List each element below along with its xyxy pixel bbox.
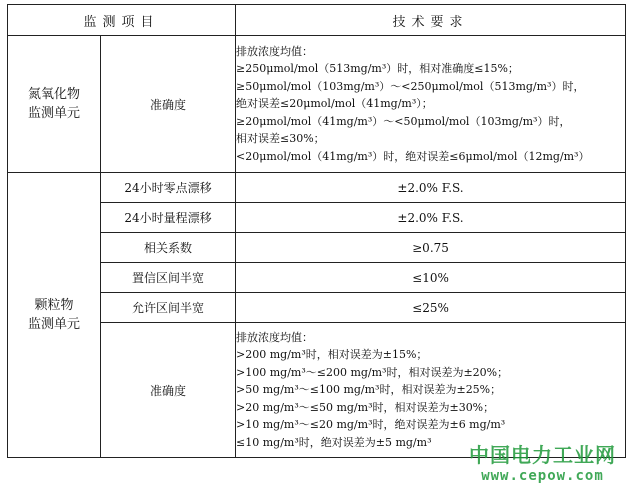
pm-value-zero-drift: ±2.0% F.S.: [236, 173, 626, 203]
pm-item-zero-drift: 24小时零点漂移: [101, 173, 236, 203]
pm-row-tolerance: [8, 293, 626, 323]
pm-item-confidence: 置信区间半宽: [101, 263, 236, 293]
pm-req-line: >10 mg/m³～≤20 mg/m³时，绝对误差为±6 mg/m³: [236, 418, 506, 432]
pm-accuracy-label: 准确度: [101, 323, 236, 458]
pm-category-line-2: 监测单元: [27, 317, 80, 332]
nox-req-line: 绝对误差≤20μmol/mol（41mg/m³）；: [236, 97, 433, 111]
pm-item-tolerance: 允许区间半宽: [101, 293, 236, 323]
nox-req-line: <20μmol/mol（41mg/m³）时，绝对误差≤6μmol/mol（12mg/m³）: [236, 149, 590, 163]
pm-row-zero-drift: [8, 173, 626, 203]
pm-value-span-drift: ±2.0% F.S.: [236, 203, 626, 233]
header-item: 监测项目: [8, 5, 236, 36]
pm-req-line: 排放浓度均值：: [236, 330, 314, 344]
header-row: [8, 5, 626, 36]
nox-req-line: ≥250μmol/mol（513mg/m³）时，相对准确度≤15%；: [236, 62, 519, 76]
pm-req-line: >20 mg/m³～≤50 mg/m³时，相对误差为±30%；: [236, 400, 495, 414]
nox-row: [8, 36, 626, 173]
pm-req-line: >200 mg/m³时，相对误差为±15%；: [236, 348, 428, 362]
watermark-url: www.cepow.com: [481, 468, 604, 484]
pm-row-accuracy: [8, 323, 626, 458]
spec-table: [7, 4, 626, 458]
nox-category-line-2: 监测单元: [27, 106, 80, 121]
nox-req-line: ≥50μmol/mol（103mg/m³）～<250μmol/mol（513mg/m³）时，: [236, 79, 585, 93]
pm-value-tolerance: ≤25%: [236, 293, 626, 323]
pm-req-line: >100 mg/m³～≤200 mg/m³时，相对误差为±20%；: [236, 365, 509, 379]
nox-req-line: 排放浓度均值：: [236, 44, 314, 58]
header-requirement: 技术要求: [236, 5, 626, 36]
pm-value-correlation: ≥0.75: [236, 233, 626, 263]
watermark-name: 中国电力工业网: [469, 443, 616, 467]
pm-item-correlation: 相关系数: [101, 233, 236, 263]
pm-category: [8, 173, 101, 458]
pm-req-line: >50 mg/m³～≤100 mg/m³时，相对误差为±25%；: [236, 383, 502, 397]
nox-accuracy-requirement: [236, 36, 626, 173]
nox-req-line: ≥20μmol/mol（41mg/m³）～<50μmol/mol（103mg/m³）时，: [236, 114, 571, 128]
nox-accuracy-label: 准确度: [101, 36, 236, 173]
pm-accuracy-requirement: [236, 323, 626, 458]
pm-category-line-1: 颗粒物: [34, 298, 74, 313]
pm-row-correlation: [8, 233, 626, 263]
pm-req-line: ≤10 mg/m³时，绝对误差为±5 mg/m³: [236, 435, 432, 449]
pm-row-confidence: [8, 263, 626, 293]
nox-req-line: 相对误差≤30%；: [236, 132, 325, 146]
pm-value-confidence: ≤10%: [236, 263, 626, 293]
pm-row-span-drift: [8, 203, 626, 233]
nox-category: [8, 36, 101, 173]
nox-category-line-1: 氮氧化物: [27, 87, 80, 102]
pm-item-span-drift: 24小时量程漂移: [101, 203, 236, 233]
